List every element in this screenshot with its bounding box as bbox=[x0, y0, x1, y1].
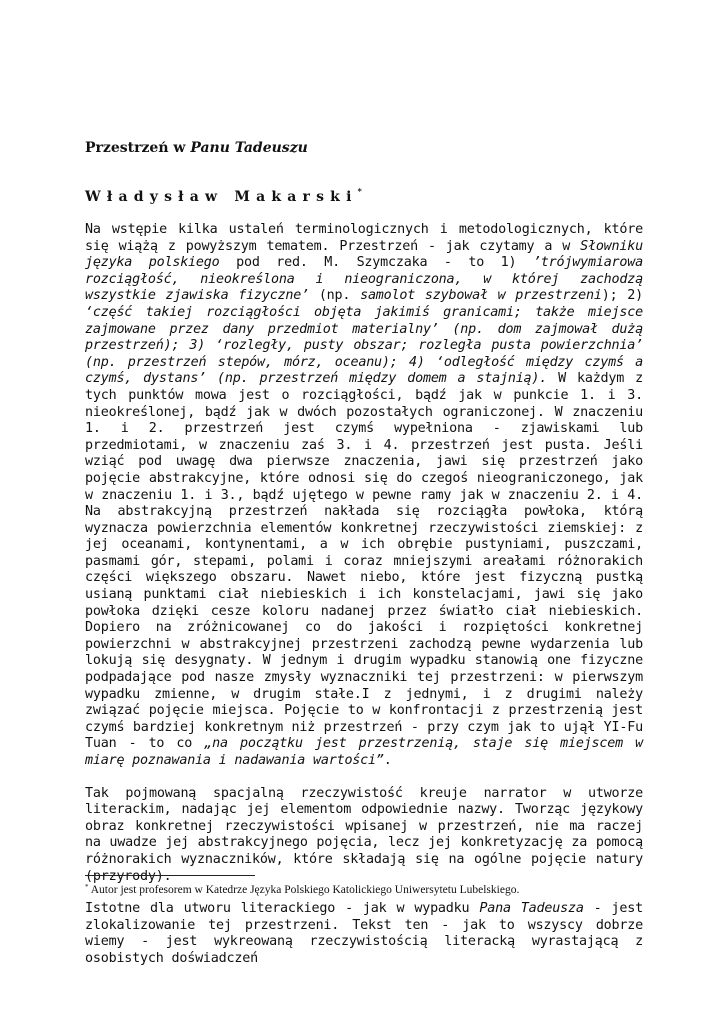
p1-dictionary-title: Słowniku języka polskiego bbox=[85, 238, 643, 271]
p1-text-1: Na wstępie kilka ustaleń terminologicznych i metodologicznych, które się wiążą z powyższym tematem. Przestrzeń - jak czytamy a w bbox=[85, 222, 643, 254]
footnote-text: Autor jest profesorem w Katedrze Języka Polskiego Katolickiego Uniwersytetu Lubelskiego. bbox=[88, 884, 520, 896]
author-footnote-mark: * bbox=[357, 186, 362, 196]
p1-text-2: pod red. M. Szymczaka - to 1) bbox=[219, 255, 533, 271]
footnote-separator bbox=[85, 875, 255, 876]
document-body bbox=[85, 140, 643, 984]
author-text: Władysław Makarski bbox=[85, 189, 358, 205]
footnote-mark: * bbox=[85, 883, 89, 891]
author-name bbox=[85, 183, 643, 206]
p1-definition-1: ’trójwymiarowa rozciągłość, nieokreślona i nieograniczona, w której zachodzą wszystkie zjawiska fizyczne’ bbox=[85, 255, 644, 304]
article-title bbox=[85, 140, 643, 157]
p1-example-1: samolot szybował w przestrzeni bbox=[360, 288, 602, 304]
p1-text-5: W każdym z tych punktów mowa jest o rozciągłości, bądź jak w punkcie 1. i 3. nieokreślonej, bądź jak w dwóch pozostałych ograniczonej. W znaczeniu 1. i 2. przestrzeń jest czymś wypełniona - zjawiskami lub przedmiotami, w znaczeniu zaś 3. i 4. przestrzeń jest pusta. Jeśli wziąć pod uwagę dwa pierwsze znaczenia, jawi się przestrzeń jako pojęcie abstrakcyjne, które odnosi się do czegoś nieograniczonego, jak w znaczeniu 1. i 3., bądź ujętego w pewne ramy jak w znaczeniu 2. i 4. Na abstrakcyjną przestrzeń nakłada się rozciągła powłoka, którą wyznacza powierzchnia elementów konkretnej rzeczywistości ziemskiej: z jej oceanami, kontynentami, a w ich obrębie pustyniami, puszczami, pasmami gór, stepami, polami i coraz mniejszymi areałami różnorakich części większego obszaru. Nawet niebo, które jest fizyczną pustką usianą punktami ciał niebieskich i ich konstelacjami, jawi się jako powłoka dzięki cesze koloru nadanej przez światło ciał niebieskich. Dopiero na zróżnicowanej co do jakości i rozpiętości konkretnej powierzchni w abstrakcyjnej przestrzeni zachodzą pewne wydarzenia lub lokują się desygnaty. W jednym i drugim wypadku stanowią one fizyczne podpadające pod nasze zmysły wyznaczniki tej przestrzeni: w pierwszym wypadku zmienne, w drugim stałe.I z jednymi, i z drugimi należy związać pojęcie miejsca. Pojęcie to w konfrontacji z przestrzenią jest czymś bardziej konkretnym niż przestrzeń - przy czym jak to ujął YI-Fu Tuan - to co bbox=[85, 371, 643, 752]
p3-text-2: - jest zlokalizowanie tej przestrzeni. Tekst ten - jak to wszyscy dobrze wiemy - jest wykreowaną rzeczywistością literacką wyrastającą z osobistych doświadczeń bbox=[85, 901, 643, 966]
title-italic: Panu Tadeuszu bbox=[190, 140, 308, 156]
p1-text-3: (np. bbox=[309, 288, 361, 304]
paragraph-2: Tak pojmowaną spacjalną rzeczywistość kreuje narrator w utworze literackim, nadając jej elementom odpowiednie nazwy. Tworząc językowy obraz konkretnej rzeczywistości wpisanej w przestrzeń, nie ma raczej na uwadze jej abstrakcyjnego pojęcia, lecz jej konkretyzację za pomocą różnorakich wyznaczników, które składają się na ogólne pojęcie natury (przyrody). bbox=[85, 785, 643, 884]
p1-text-4: ); 2) bbox=[601, 288, 644, 304]
p1-text-6: . bbox=[383, 753, 392, 768]
p1-quote: „na początku jest przestrzenią, staje się miejscem w miarę poznawania i nadawania wartości” bbox=[85, 736, 643, 768]
paragraph-3 bbox=[85, 901, 643, 967]
p3-text-1: Istotne dla utworu literackiego - jak w wypadku bbox=[85, 901, 480, 917]
paragraph-1 bbox=[85, 222, 643, 770]
footnote bbox=[85, 880, 645, 897]
p3-work-title: Pana Tadeusza bbox=[479, 901, 584, 917]
p1-definitions-2-4: ‘część takiej rozciągłości objęta jakimiś granicami; także miejsce zajmowane przez dany przedmiot materialny’ (np. dom zajmował dużą przestrzeń); 3) ‘rozległy, pusty obszar; rozległa pusta powierzchnia’ (np. przestrzeń stepów, mórz, oceanu); 4) ‘odległość między czymś a czymś, dystans’ (np. przestrzeń między domem a stajnią). bbox=[85, 304, 643, 387]
title-prefix: Przestrzeń w bbox=[85, 140, 191, 156]
